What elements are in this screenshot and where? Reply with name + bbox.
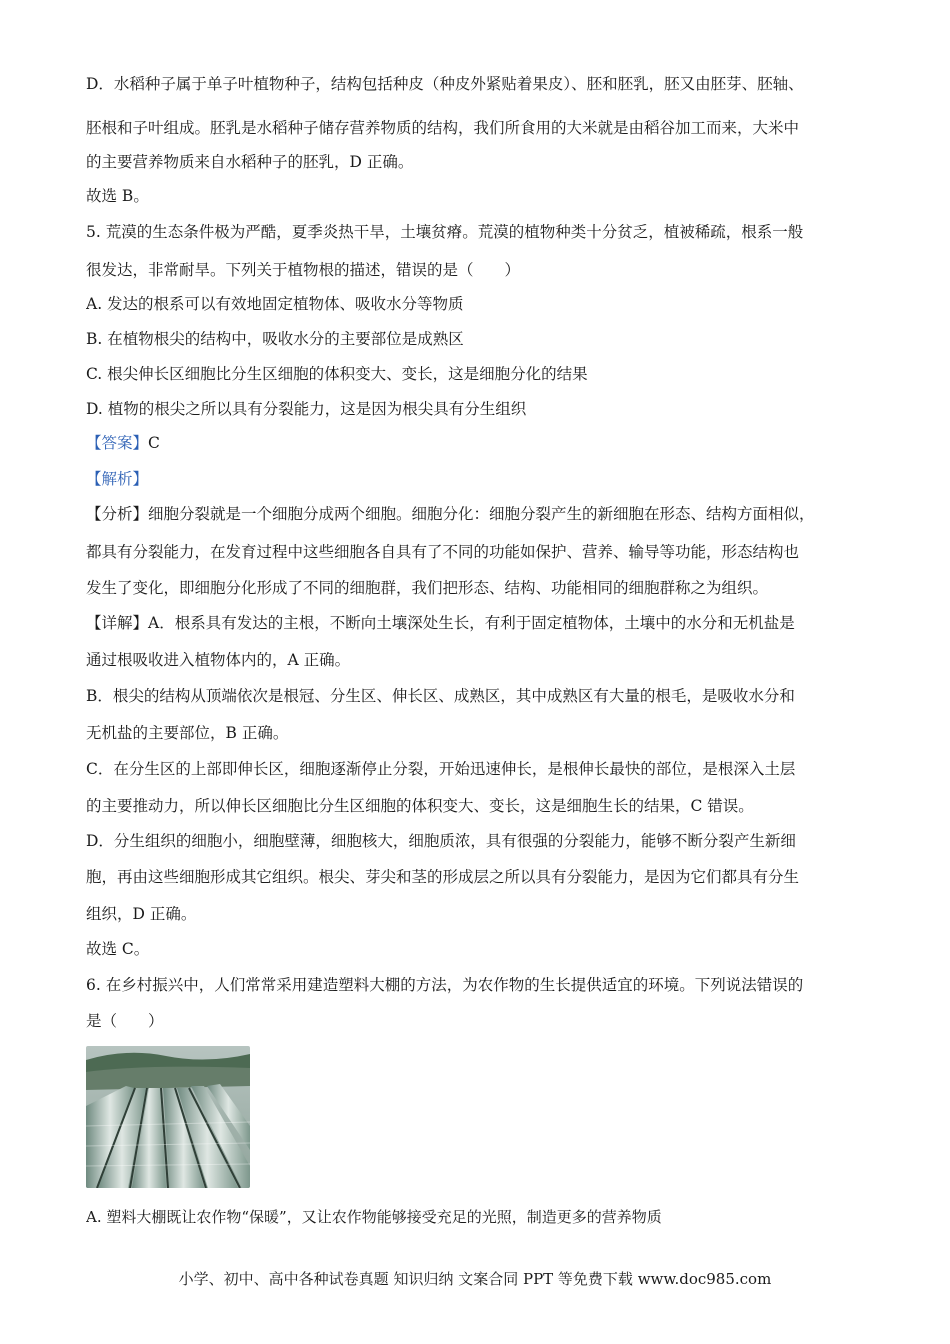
greenhouse-photo bbox=[86, 1046, 250, 1188]
option-c: C. 根尖伸长区细胞比分生区细胞的体积变大、变长，这是细胞分化的结果 bbox=[86, 365, 588, 383]
analysis-tag: 【解析】 bbox=[86, 470, 149, 488]
question-6-stem: 6. 在乡村振兴中，人们常常采用建造塑料大棚的方法，为农作物的生长提供适宜的环境。下列说法错误的 bbox=[86, 976, 804, 994]
question-6-stem: 是（ ） bbox=[86, 1012, 164, 1030]
text-line: 胞，再由这些细胞形成其它组织。根尖、芽尖和茎的形成层之所以具有分裂能力，是因为它们都具有分生 bbox=[86, 868, 800, 886]
option-a: A. 发达的根系可以有效地固定植物体、吸收水分等物质 bbox=[86, 295, 464, 313]
fenxi-tag: 【分析】 bbox=[86, 505, 149, 523]
text-line: 发生了变化，即细胞分化形成了不同的细胞群，我们把形态、结构、功能相同的细胞群称之为组织。 bbox=[86, 579, 769, 597]
xiangjie-line bbox=[86, 612, 876, 634]
text-line: D．水稻种子属于单子叶植物种子，结构包括种皮（种皮外紧贴着果皮）、胚和胚乳，胚又由胚芽、胚轴、 bbox=[86, 75, 804, 93]
answer-line bbox=[86, 432, 876, 454]
text-line: 故选 B。 bbox=[86, 187, 149, 205]
text-line: 通过根吸收进入植物体内的，A 正确。 bbox=[86, 651, 351, 669]
answer-value: C bbox=[148, 434, 160, 452]
text-line: 的主要推动力，所以伸长区细胞比分生区细胞的体积变大、变长，这是细胞生长的结果，C 错误。 bbox=[86, 797, 754, 815]
text-line: C．在分生区的上部即伸长区，细胞逐渐停止分裂，开始迅速伸长，是根伸长最快的部位，是根深入土层 bbox=[86, 760, 796, 778]
text-line: 无机盐的主要部位，B 正确。 bbox=[86, 724, 289, 742]
xiangjie-text: A．根系具有发达的主根，不断向土壤深处生长，有利于固定植物体，土壤中的水分和无机盐是 bbox=[148, 614, 795, 632]
text-line: 都具有分裂能力，在发育过程中这些细胞各自具有了不同的功能如保护、营养、输导等功能，形态结构也 bbox=[86, 543, 800, 561]
text-line: 组织，D 正确。 bbox=[86, 905, 197, 923]
text-line: 胚根和子叶组成。胚乳是水稻种子储存营养物质的结构，我们所食用的大米就是由稻谷加工而来，大米中 bbox=[86, 119, 800, 137]
answer-tag: 【答案】 bbox=[86, 434, 149, 452]
analysis-heading bbox=[86, 468, 876, 490]
text-line: D．分生组织的细胞小，细胞壁薄，细胞核大，细胞质浓，具有很强的分裂能力，能够不断分裂产生新细 bbox=[86, 832, 796, 850]
text-line: 故选 C。 bbox=[86, 940, 150, 958]
option-b: B. 在植物根尖的结构中，吸收水分的主要部位是成熟区 bbox=[86, 330, 464, 348]
question-5-stem: 很发达，非常耐旱。下列关于植物根的描述，错误的是（ ） bbox=[86, 261, 521, 279]
fenxi-text: 细胞分裂就是一个细胞分成两个细胞。细胞分化：细胞分裂产生的新细胞在形态、结构方面相似， bbox=[148, 505, 815, 523]
option-d: D. 植物的根尖之所以具有分裂能力，这是因为根尖具有分生组织 bbox=[86, 400, 527, 418]
question-5-stem: 5. 荒漠的生态条件极为严酷，夏季炎热干旱，土壤贫瘠。荒漠的植物种类十分贫乏，植被稀疏，根系一般 bbox=[86, 223, 804, 241]
text-line: 的主要营养物质来自水稻种子的胚乳，D 正确。 bbox=[86, 153, 414, 171]
fenxi-line bbox=[86, 503, 876, 525]
text-line: B．根尖的结构从顶端依次是根冠、分生区、伸长区、成熟区，其中成熟区有大量的根毛，是吸收水分和 bbox=[86, 687, 795, 705]
page-footer: 小学、初中、高中各种试卷真题 知识归纳 文案合同 PPT 等免费下载 www.doc985.com bbox=[178, 1270, 772, 1288]
question-6-option-a: A. 塑料大棚既让农作物“保暖”，又让农作物能够接受充足的光照，制造更多的营养物质 bbox=[86, 1208, 662, 1226]
xiangjie-tag: 【详解】 bbox=[86, 614, 149, 632]
